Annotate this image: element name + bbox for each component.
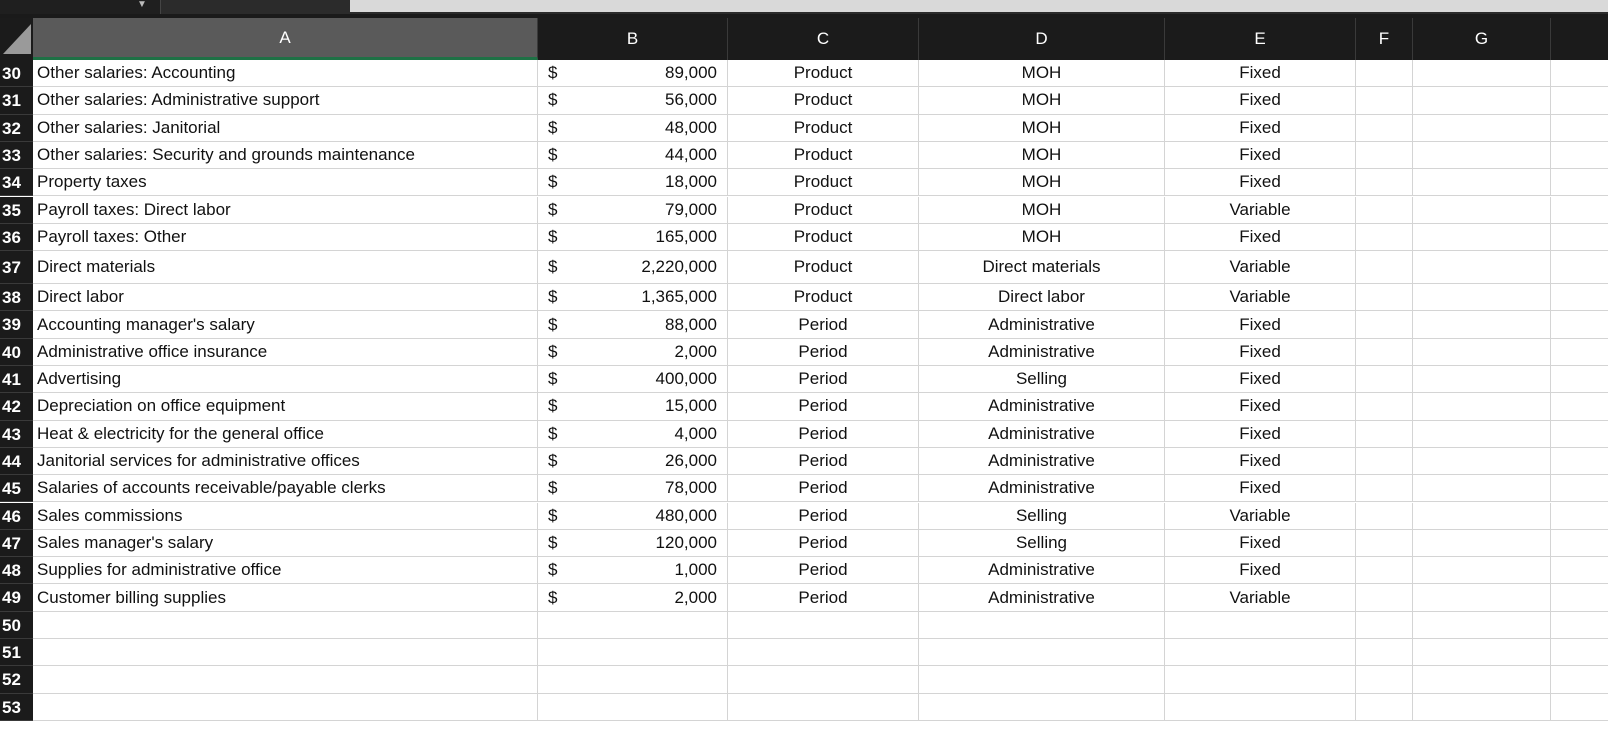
cell-e51[interactable] — [1165, 639, 1356, 665]
cell-f47[interactable] — [1356, 530, 1413, 556]
cell-g33[interactable] — [1413, 142, 1551, 168]
cell-f32[interactable] — [1356, 115, 1413, 141]
cell-a35[interactable]: Payroll taxes: Direct labor — [33, 197, 538, 223]
cell-d33[interactable]: MOH — [919, 142, 1165, 168]
cell-b42[interactable] — [538, 393, 728, 419]
cell-a39[interactable]: Accounting manager's salary — [33, 311, 538, 337]
table-row — [33, 503, 1608, 530]
cell-d37[interactable]: Direct materials — [919, 251, 1165, 283]
row-header[interactable]: 48 — [0, 557, 33, 584]
amount-value: 89,000 — [665, 63, 717, 83]
currency-symbol: $ — [548, 369, 558, 389]
row-header[interactable]: 43 — [0, 421, 33, 448]
currency-symbol: $ — [548, 560, 558, 580]
cell-d35[interactable]: MOH — [919, 197, 1165, 223]
row-header[interactable]: 34 — [0, 169, 33, 196]
cell-a53[interactable] — [33, 694, 538, 720]
amount-value: 2,000 — [674, 341, 717, 361]
cell-b45[interactable] — [538, 475, 728, 501]
cell-f42[interactable] — [1356, 393, 1413, 419]
table-row — [33, 448, 1608, 475]
cell-a40[interactable]: Administrative office insurance — [33, 339, 538, 365]
table-row — [33, 251, 1608, 284]
cell-d47[interactable]: Selling — [919, 530, 1165, 556]
cell-d44[interactable]: Administrative — [919, 448, 1165, 474]
amount-value: 2,220,000 — [641, 257, 717, 277]
amount-value: 1,365,000 — [641, 287, 717, 307]
cell-c52[interactable] — [728, 666, 919, 692]
row-header[interactable]: 49 — [0, 584, 33, 611]
name-box[interactable] — [0, 0, 161, 14]
cell-d46[interactable]: Selling — [919, 503, 1165, 529]
cell-c49[interactable]: Period — [728, 584, 919, 610]
cell-b40[interactable] — [538, 339, 728, 365]
cell-a52[interactable] — [33, 666, 538, 692]
row-header[interactable]: 35 — [0, 197, 33, 224]
cell-g50[interactable] — [1413, 612, 1551, 638]
cell-a31[interactable]: Other salaries: Administrative support — [33, 87, 538, 113]
cell-b33[interactable] — [538, 142, 728, 168]
table-row — [33, 475, 1608, 502]
column-header-d[interactable]: D — [919, 18, 1165, 60]
table-row — [33, 284, 1608, 311]
table-row — [33, 169, 1608, 196]
cell-c35[interactable]: Product — [728, 197, 919, 223]
cell-d41[interactable]: Selling — [919, 366, 1165, 392]
cell-c41[interactable]: Period — [728, 366, 919, 392]
table-row — [33, 224, 1608, 251]
amount-value: 165,000 — [655, 226, 717, 246]
row-header[interactable]: 38 — [0, 284, 33, 311]
cell-a30[interactable]: Other salaries: Accounting — [33, 60, 538, 86]
chevron-down-icon[interactable]: ▼ — [137, 0, 147, 10]
cell-d51[interactable] — [919, 639, 1165, 665]
amount-value: 120,000 — [655, 532, 717, 552]
cell-e43[interactable]: Fixed — [1165, 421, 1356, 447]
cell-f53[interactable] — [1356, 694, 1413, 720]
select-all-icon — [3, 24, 31, 54]
cell-b35[interactable] — [538, 197, 728, 223]
cell-d42[interactable]: Administrative — [919, 393, 1165, 419]
cell-f44[interactable] — [1356, 448, 1413, 474]
currency-symbol: $ — [548, 341, 558, 361]
table-row — [33, 311, 1608, 338]
cell-b53[interactable] — [538, 694, 728, 720]
cell-a49[interactable]: Customer billing supplies — [33, 584, 538, 610]
cell-g35[interactable] — [1413, 197, 1551, 223]
cell-d40[interactable]: Administrative — [919, 339, 1165, 365]
cell-a34[interactable]: Property taxes — [33, 169, 538, 195]
cell-a44[interactable]: Janitorial services for administrative offices — [33, 448, 538, 474]
cell-a50[interactable] — [33, 612, 538, 638]
table-row — [33, 639, 1608, 666]
cell-f38[interactable] — [1356, 284, 1413, 310]
cell-a43[interactable]: Heat & electricity for the general office — [33, 421, 538, 447]
cell-d30[interactable]: MOH — [919, 60, 1165, 86]
cell-c42[interactable]: Period — [728, 393, 919, 419]
table-row — [33, 87, 1608, 114]
cell-c43[interactable]: Period — [728, 421, 919, 447]
cell-a32[interactable]: Other salaries: Janitorial — [33, 115, 538, 141]
cell-g47[interactable] — [1413, 530, 1551, 556]
cell-c50[interactable] — [728, 612, 919, 638]
cell-e53[interactable] — [1165, 694, 1356, 720]
column-header-b[interactable]: B — [538, 18, 728, 60]
column-header-row — [0, 18, 1608, 60]
row-header[interactable]: 42 — [0, 393, 33, 420]
table-row — [33, 60, 1608, 87]
cell-c36[interactable]: Product — [728, 224, 919, 250]
cell-a42[interactable]: Depreciation on office equipment — [33, 393, 538, 419]
cell-e35[interactable]: Variable — [1165, 197, 1356, 223]
column-header-a[interactable]: A — [33, 18, 538, 60]
cell-d50[interactable] — [919, 612, 1165, 638]
cell-b32[interactable] — [538, 115, 728, 141]
cell-g52[interactable] — [1413, 666, 1551, 692]
cell-c31[interactable]: Product — [728, 87, 919, 113]
cell-c37[interactable]: Product — [728, 251, 919, 283]
cell-g30[interactable] — [1413, 60, 1551, 86]
cell-b39[interactable] — [538, 311, 728, 337]
currency-symbol: $ — [548, 396, 558, 416]
currency-symbol: $ — [548, 199, 558, 219]
cell-c33[interactable]: Product — [728, 142, 919, 168]
amount-value: 1,000 — [674, 560, 717, 580]
currency-symbol: $ — [548, 90, 558, 110]
currency-symbol: $ — [548, 451, 558, 471]
cell-e45[interactable]: Fixed — [1165, 475, 1356, 501]
column-header-c[interactable]: C — [728, 18, 919, 60]
cell-g32[interactable] — [1413, 115, 1551, 141]
currency-symbol: $ — [548, 505, 558, 525]
cell-e49[interactable]: Variable — [1165, 584, 1356, 610]
cell-f43[interactable] — [1356, 421, 1413, 447]
cell-b50[interactable] — [538, 612, 728, 638]
cell-g43[interactable] — [1413, 421, 1551, 447]
table-row — [33, 530, 1608, 557]
cell-f52[interactable] — [1356, 666, 1413, 692]
currency-symbol: $ — [548, 117, 558, 137]
row-header[interactable]: 47 — [0, 530, 33, 557]
cell-b52[interactable] — [538, 666, 728, 692]
cell-d31[interactable]: MOH — [919, 87, 1165, 113]
row-header[interactable]: 53 — [0, 694, 33, 721]
row-header[interactable]: 37 — [0, 251, 33, 284]
amount-value: 26,000 — [665, 451, 717, 471]
cell-c46[interactable]: Period — [728, 503, 919, 529]
cell-g39[interactable] — [1413, 311, 1551, 337]
formula-bar — [0, 0, 1608, 14]
row-header[interactable]: 50 — [0, 612, 33, 639]
currency-symbol: $ — [548, 257, 558, 277]
cell-f50[interactable] — [1356, 612, 1413, 638]
amount-value: 400,000 — [655, 369, 717, 389]
cell-e41[interactable]: Fixed — [1165, 366, 1356, 392]
cell-f33[interactable] — [1356, 142, 1413, 168]
cell-d49[interactable]: Administrative — [919, 584, 1165, 610]
cell-a37[interactable]: Direct materials — [33, 251, 538, 283]
amount-value: 44,000 — [665, 145, 717, 165]
cell-a48[interactable]: Supplies for administrative office — [33, 557, 538, 583]
cell-g41[interactable] — [1413, 366, 1551, 392]
cell-f39[interactable] — [1356, 311, 1413, 337]
cell-g49[interactable] — [1413, 584, 1551, 610]
cell-f49[interactable] — [1356, 584, 1413, 610]
row-header[interactable]: 51 — [0, 639, 33, 666]
cell-g40[interactable] — [1413, 339, 1551, 365]
currency-symbol: $ — [548, 587, 558, 607]
row-header[interactable]: 39 — [0, 311, 33, 338]
table-row — [33, 197, 1608, 224]
cell-e46[interactable]: Variable — [1165, 503, 1356, 529]
cell-f46[interactable] — [1356, 503, 1413, 529]
table-row — [33, 612, 1608, 639]
amount-value: 4,000 — [674, 423, 717, 443]
cell-f48[interactable] — [1356, 557, 1413, 583]
cell-c40[interactable]: Period — [728, 339, 919, 365]
cell-b41[interactable] — [538, 366, 728, 392]
row-header[interactable]: 45 — [0, 475, 33, 502]
cell-b49[interactable] — [538, 584, 728, 610]
cell-g37[interactable] — [1413, 251, 1551, 283]
cell-g34[interactable] — [1413, 169, 1551, 195]
cell-d36[interactable]: MOH — [919, 224, 1165, 250]
cell-b36[interactable] — [538, 224, 728, 250]
cell-g48[interactable] — [1413, 557, 1551, 583]
amount-value: 480,000 — [655, 505, 717, 525]
cell-a36[interactable]: Payroll taxes: Other — [33, 224, 538, 250]
select-all-button[interactable] — [0, 18, 33, 60]
cell-g53[interactable] — [1413, 694, 1551, 720]
cell-g45[interactable] — [1413, 475, 1551, 501]
cell-d43[interactable]: Administrative — [919, 421, 1165, 447]
cell-c45[interactable]: Period — [728, 475, 919, 501]
row-header[interactable]: 46 — [0, 503, 33, 530]
cell-e37[interactable]: Variable — [1165, 251, 1356, 283]
cell-b51[interactable] — [538, 639, 728, 665]
cell-b46[interactable] — [538, 503, 728, 529]
cell-c53[interactable] — [728, 694, 919, 720]
cell-b48[interactable] — [538, 557, 728, 583]
cell-d39[interactable]: Administrative — [919, 311, 1165, 337]
cell-c39[interactable]: Period — [728, 311, 919, 337]
amount-value: 15,000 — [665, 396, 717, 416]
cell-a51[interactable] — [33, 639, 538, 665]
cell-c38[interactable]: Product — [728, 284, 919, 310]
row-header[interactable]: 40 — [0, 339, 33, 366]
cell-a47[interactable]: Sales manager's salary — [33, 530, 538, 556]
cell-a46[interactable]: Sales commissions — [33, 503, 538, 529]
row-header[interactable]: 32 — [0, 115, 33, 142]
currency-symbol: $ — [548, 314, 558, 334]
cell-e42[interactable]: Fixed — [1165, 393, 1356, 419]
cell-f35[interactable] — [1356, 197, 1413, 223]
cell-grid[interactable] — [33, 60, 1608, 750]
cell-c32[interactable]: Product — [728, 115, 919, 141]
cell-e33[interactable]: Fixed — [1165, 142, 1356, 168]
row-header[interactable]: 31 — [0, 87, 33, 114]
cell-e34[interactable]: Fixed — [1165, 169, 1356, 195]
cell-g38[interactable] — [1413, 284, 1551, 310]
row-header[interactable]: 41 — [0, 366, 33, 393]
cell-b47[interactable] — [538, 530, 728, 556]
column-header-e[interactable]: E — [1165, 18, 1356, 60]
table-row — [33, 393, 1608, 420]
currency-symbol: $ — [548, 478, 558, 498]
table-row — [33, 339, 1608, 366]
amount-value: 79,000 — [665, 199, 717, 219]
cell-b44[interactable] — [538, 448, 728, 474]
cell-b37[interactable] — [538, 251, 728, 283]
cell-d52[interactable] — [919, 666, 1165, 692]
cell-b38[interactable] — [538, 284, 728, 310]
cell-g42[interactable] — [1413, 393, 1551, 419]
cell-b31[interactable] — [538, 87, 728, 113]
cell-f37[interactable] — [1356, 251, 1413, 283]
amount-value: 2,000 — [674, 587, 717, 607]
cell-a33[interactable]: Other salaries: Security and grounds maintenance — [33, 142, 538, 168]
cell-f31[interactable] — [1356, 87, 1413, 113]
table-row — [33, 366, 1608, 393]
cell-d48[interactable]: Administrative — [919, 557, 1165, 583]
amount-value: 56,000 — [665, 90, 717, 110]
cell-g36[interactable] — [1413, 224, 1551, 250]
amount-value: 88,000 — [665, 314, 717, 334]
table-row — [33, 584, 1608, 611]
cell-d45[interactable]: Administrative — [919, 475, 1165, 501]
row-header[interactable]: 52 — [0, 666, 33, 693]
column-header-f[interactable]: F — [1356, 18, 1413, 60]
currency-symbol: $ — [548, 532, 558, 552]
currency-symbol: $ — [548, 63, 558, 83]
cell-c51[interactable] — [728, 639, 919, 665]
cell-e47[interactable]: Fixed — [1165, 530, 1356, 556]
formula-input[interactable] — [350, 0, 1608, 12]
cell-c34[interactable]: Product — [728, 169, 919, 195]
currency-symbol: $ — [548, 423, 558, 443]
cell-d32[interactable]: MOH — [919, 115, 1165, 141]
cell-e30[interactable]: Fixed — [1165, 60, 1356, 86]
cell-e52[interactable] — [1165, 666, 1356, 692]
cell-f41[interactable] — [1356, 366, 1413, 392]
cell-c47[interactable]: Period — [728, 530, 919, 556]
cell-f45[interactable] — [1356, 475, 1413, 501]
cell-e38[interactable]: Variable — [1165, 284, 1356, 310]
cell-d34[interactable]: MOH — [919, 169, 1165, 195]
table-row — [33, 421, 1608, 448]
currency-symbol: $ — [548, 145, 558, 165]
cell-e50[interactable] — [1165, 612, 1356, 638]
row-header[interactable]: 44 — [0, 448, 33, 475]
amount-value: 18,000 — [665, 172, 717, 192]
cell-f36[interactable] — [1356, 224, 1413, 250]
cell-g46[interactable] — [1413, 503, 1551, 529]
cell-b43[interactable] — [538, 421, 728, 447]
cell-e32[interactable]: Fixed — [1165, 115, 1356, 141]
cell-f51[interactable] — [1356, 639, 1413, 665]
cell-f30[interactable] — [1356, 60, 1413, 86]
cell-d53[interactable] — [919, 694, 1165, 720]
currency-symbol: $ — [548, 226, 558, 246]
cell-d38[interactable]: Direct labor — [919, 284, 1165, 310]
row-header[interactable]: 36 — [0, 224, 33, 251]
row-header[interactable]: 30 — [0, 60, 33, 87]
cell-f40[interactable] — [1356, 339, 1413, 365]
cell-e44[interactable]: Fixed — [1165, 448, 1356, 474]
cell-e31[interactable]: Fixed — [1165, 87, 1356, 113]
currency-symbol: $ — [548, 287, 558, 307]
cell-b30[interactable] — [538, 60, 728, 86]
cell-a45[interactable]: Salaries of accounts receivable/payable clerks — [33, 475, 538, 501]
cell-e39[interactable]: Fixed — [1165, 311, 1356, 337]
cell-a41[interactable]: Advertising — [33, 366, 538, 392]
amount-value: 48,000 — [665, 117, 717, 137]
table-row — [33, 666, 1608, 693]
amount-value: 78,000 — [665, 478, 717, 498]
row-header[interactable]: 33 — [0, 142, 33, 169]
cell-g51[interactable] — [1413, 639, 1551, 665]
cell-g31[interactable] — [1413, 87, 1551, 113]
cell-f34[interactable] — [1356, 169, 1413, 195]
table-row — [33, 115, 1608, 142]
cell-e48[interactable]: Fixed — [1165, 557, 1356, 583]
table-row — [33, 142, 1608, 169]
table-row — [33, 557, 1608, 584]
cell-g44[interactable] — [1413, 448, 1551, 474]
cell-e36[interactable]: Fixed — [1165, 224, 1356, 250]
cell-c30[interactable]: Product — [728, 60, 919, 86]
column-header-g[interactable]: G — [1413, 18, 1551, 60]
cell-c48[interactable]: Period — [728, 557, 919, 583]
currency-symbol: $ — [548, 172, 558, 192]
cell-b34[interactable] — [538, 169, 728, 195]
cell-e40[interactable]: Fixed — [1165, 339, 1356, 365]
cell-a38[interactable]: Direct labor — [33, 284, 538, 310]
table-row — [33, 694, 1608, 721]
cell-c44[interactable]: Period — [728, 448, 919, 474]
